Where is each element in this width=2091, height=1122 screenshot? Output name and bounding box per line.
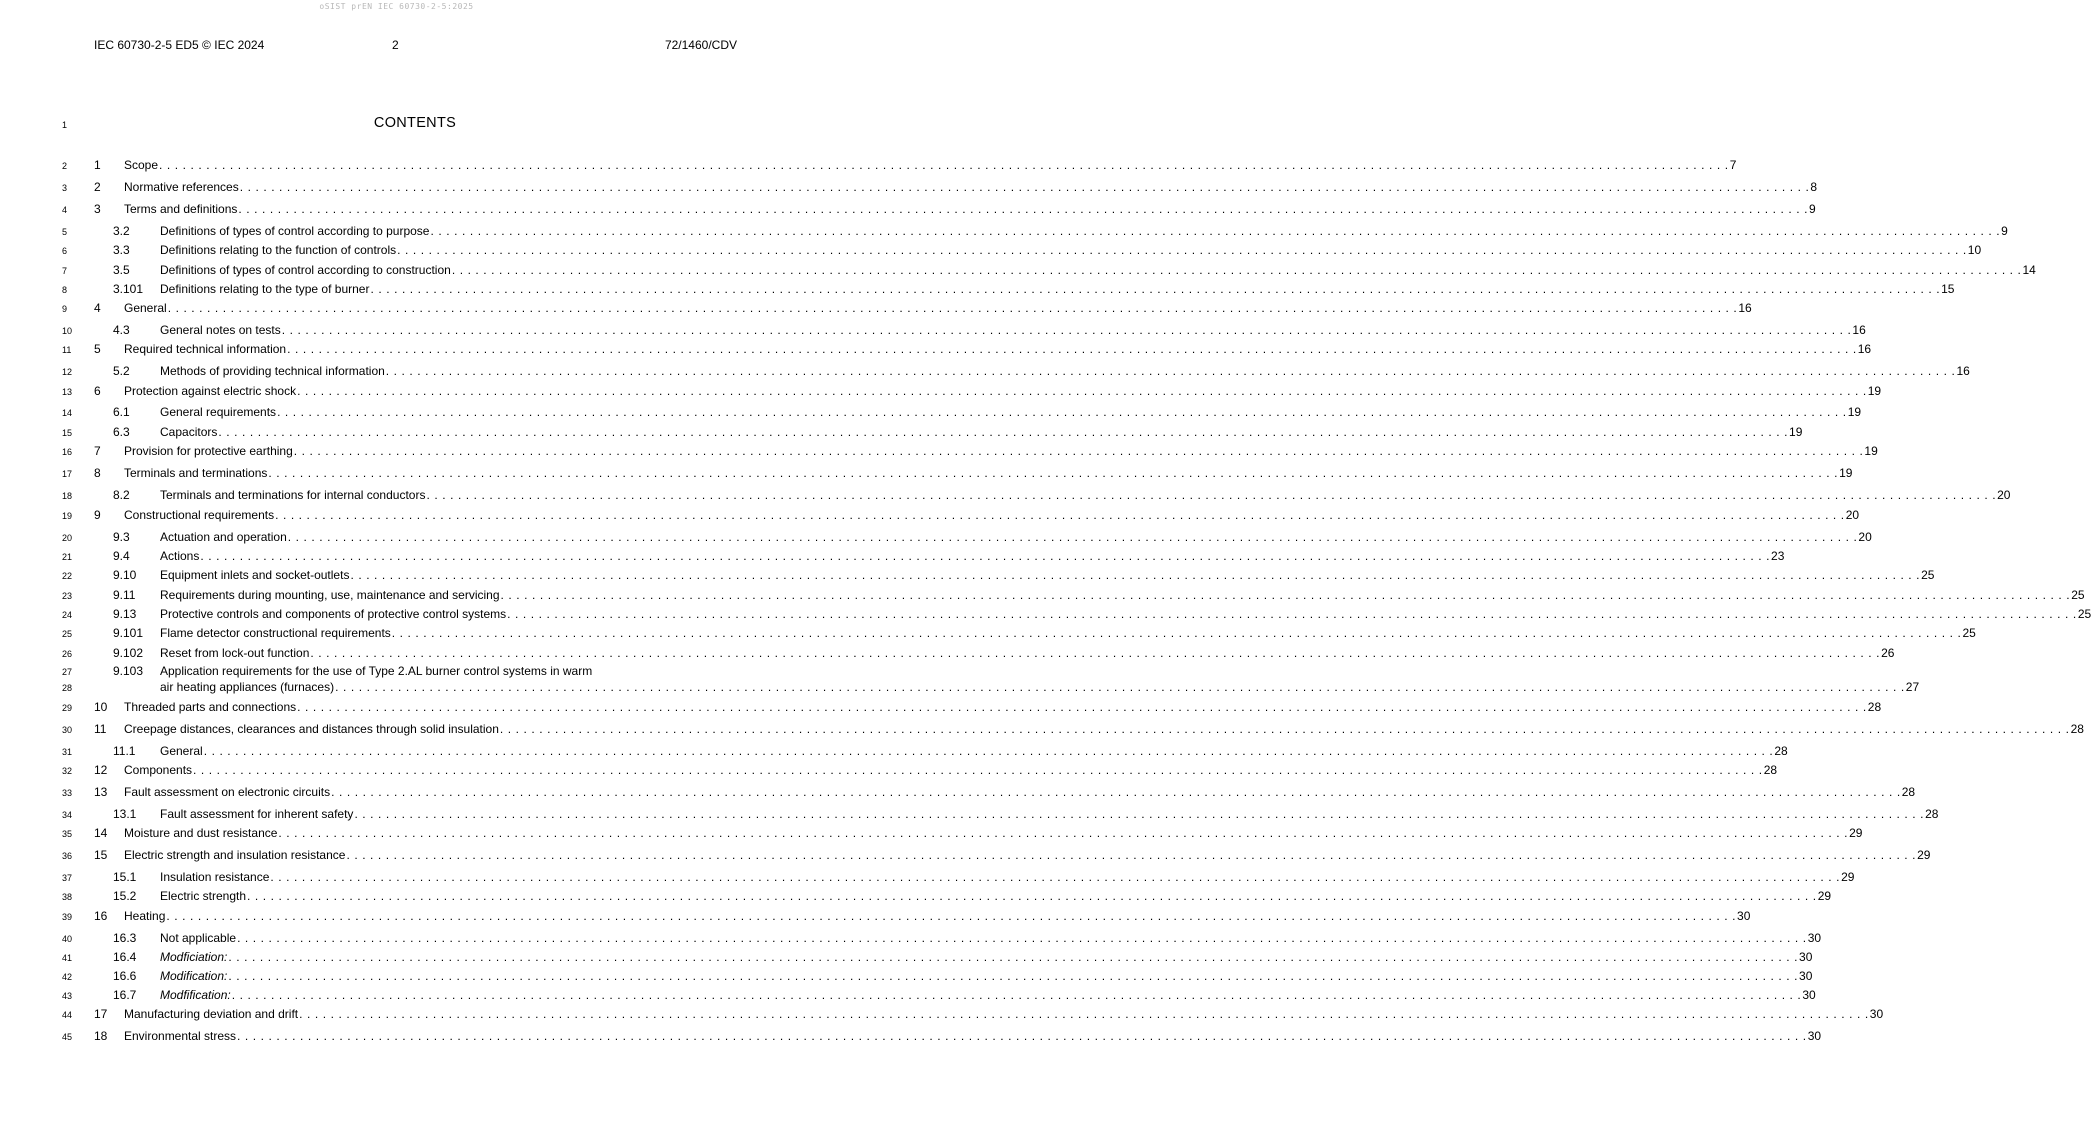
toc-entry[interactable] (0, 588, 2085, 604)
toc-page-number: 28 (2070, 722, 2084, 736)
dot-leader: . . . . . . . . . . . . . . . . . . . . . . . . . . . . . . . . . . . . . . . . . . . . . . . . . . . . . . . . . . . . . . . . . . . . . . . . . . . . . . . . . . . . . . . . . . . . . . . . . . . . . . . . . . . . . . . . . . . . . . . . . . . . . . . . . . . . . . . . . . . . . . . . . . . . . . . . . . . . . . . . . . . . . . . . . . . . . . . . . . . . . . . . . . . . . . . . . . . . . . . . (499, 722, 2070, 736)
toc-section-number: 7 (94, 444, 101, 458)
dot-leader: . . . . . . . . . . . . . . . . . . . . . . . . . . . . . . . . . . . . . . . . . . . . . . . . . . . . . . . . . . . . . . . . . . . . . . . . . . . . . . . . . . . . . . . . . . . . . . . . . . . . . . . . . . . . . . . . . . . . . . . . . . . . . . . . . . . . . . . . . . . . . . . . . . . . . . . . . . . . . . . . . . . . . . . . . . . . . . . . . . . . . . . . . . . . . . . . . . . . . . . . (203, 744, 1774, 758)
dot-leader: . . . . . . . . . . . . . . . . . . . . . . . . . . . . . . . . . . . . . . . . . . . . . . . . . . . . . . . . . . . . . . . . . . . . . . . . . . . . . . . . . . . . . . . . . . . . . . . . . . . . . . . . . . . . . . . . . . . . . . . . . . . . . . . . . . . . . . . . . . . . . . . . . . . . . . . . . . . . . . . . . . . . . . . . . . . . . . . . . . . . . . . . . . . . . . . . . . . . . . . . (247, 889, 1817, 903)
toc-page-number: 30 (1799, 950, 1813, 964)
toc-title: Protection against electric shock (124, 384, 297, 398)
toc-title: Provision for protective earthing (124, 444, 293, 458)
toc-page-number: 30 (1802, 988, 1816, 1002)
toc-page-number: 20 (1858, 530, 1872, 544)
toc-title: Terms and definitions (124, 202, 238, 216)
toc-section-number: 13.1 (113, 807, 137, 821)
dot-leader: . . . . . . . . . . . . . . . . . . . . . . . . . . . . . . . . . . . . . . . . . . . . . . . . . . . . . . . . . . . . . . . . . . . . . . . . . . . . . . . . . . . . . . . . . . . . . . . . . . . . . . . . . . . . . . . . . . . . . . . . . . . . . . . . . . . . . . . . . . . . . . . . . . . . . . . . . . . . . . . . . . . . . . . . . . . . . . . . . . . . . . . . . . . . . . . . . . . . . . . . (385, 364, 1956, 378)
dot-leader: . . . . . . . . . . . . . . . . . . . . . . . . . . . . . . . . . . . . . . . . . . . . . . . . . . . . . . . . . . . . . . . . . . . . . . . . . . . . . . . . . . . . . . . . . . . . . . . . . . . . . . . . . . . . . . . . . . . . . . . . . . . . . . . . . . . . . . . . . . . . . . . . . . . . . . . . . . . . . . . . . . . . . . . . . . . . . . . . . . . . . . . . . . . . . . . . . . . . . . . . (297, 384, 1867, 398)
dot-leader: . . . . . . . . . . . . . . . . . . . . . . . . . . . . . . . . . . . . . . . . . . . . . . . . . . . . . . . . . . . . . . . . . . . . . . . . . . . . . . . . . . . . . . . . . . . . . . . . . . . . . . . . . . . . . . . . . . . . . . . . . . . . . . . . . . . . . . . . . . . . . . . . . . . . . . . . . . . . . . . . . . . . . . . . . . . . . . . . . . . . . . . . . . . . . . . . . . . . . . . . (166, 909, 1737, 923)
toc-entry[interactable] (0, 664, 793, 680)
toc-page-number: 25 (1921, 568, 1935, 582)
toc-entry[interactable] (0, 530, 1872, 546)
toc-title: Capacitors (160, 425, 218, 439)
toc-title: Electric strength and insulation resistance (124, 848, 346, 862)
toc-title: Protective controls and components of protective control systems (160, 607, 507, 621)
toc-page-number: 10 (1967, 243, 1982, 257)
header-page-number: 2 (392, 38, 399, 52)
toc-entry[interactable] (0, 763, 1778, 779)
dot-leader: . . . . . . . . . . . . . . . . . . . . . . . . . . . . . . . . . . . . . . . . . . . . . . . . . . . . . . . . . . . . . . . . . . . . . . . . . . . . . . . . . . . . . . . . . . . . . . . . . . . . . . . . . . . . . . . . . . . . . . . . . . . . . . . . . . . . . . . . . . . . . . . . . . . . . . . . . . . . . . . . . . . . . . . . . . . . . . . . . . . . . . . . . . . . . . . . . . . . . . . . (507, 607, 2077, 621)
line-number: 44 (62, 1010, 73, 1020)
toc-page-number: 19 (1789, 425, 1803, 439)
toc-section-number: 9.11 (113, 588, 136, 602)
toc-page-number: 29 (1841, 870, 1855, 884)
toc-title: Methods of providing technical information (160, 364, 385, 378)
toc-page-number: 30 (1807, 1029, 1822, 1043)
toc-title: General notes on tests (160, 323, 281, 337)
line-number: 4 (62, 205, 68, 215)
line-number: 40 (62, 934, 73, 944)
toc-page-number: 16 (1738, 301, 1752, 315)
toc-title: Definitions of types of control according to purpose (160, 224, 430, 238)
toc-entry[interactable] (0, 158, 1737, 174)
line-number: 32 (62, 766, 73, 776)
toc-entry[interactable] (0, 744, 1788, 760)
line-number: 3 (62, 183, 68, 193)
dot-leader: . . . . . . . . . . . . . . . . . . . . . . . . . . . . . . . . . . . . . . . . . . . . . . . . . . . . . . . . . . . . . . . . . . . . . . . . . . . . . . . . . . . . . . . . . . . . . . . . . . . . . . . . . . . . . . . . . . . . . . . . . . . . . . . . . . . . . . . . . . . . . . . . . . . . . . . . . . . . . . . . . . . . . . . . . . . . . . . . . . . . . . . . . . . . . . . . . . . . . . . . (228, 969, 1799, 983)
toc-section-number: 13 (94, 785, 108, 799)
toc-title: Constructional requirements (124, 508, 275, 522)
line-number: 6 (62, 246, 68, 256)
toc-entry[interactable] (0, 969, 1813, 985)
toc-title: Heating (124, 909, 166, 923)
dot-leader: . . . . . . . . . . . . . . . . . . . . . . . . . . . . . . . . . . . . . . . . . . . . . . . . . . . . . . . . . . . . . . . . . . . . . . . . . . . . . . . . . . . . . . . . . . . . . . . . . . . . . . . . . . . . . . . . . . . . . . . . . . . . . . . . . . . . . . . . . . . . . . . . . . . . . . . . . . . . . . . . . . . . . . . . . . . . . . . . . . . . . . . . . . . . . . . . . . . . . . . . (231, 988, 1802, 1002)
toc-page-number: 9 (2001, 224, 2008, 238)
dot-leader: . . . . . . . . . . . . . . . . . . . . . . . . . . . . . . . . . . . . . . . . . . . . . . . . . . . . . . . . . . . . . . . . . . . . . . . . . . . . . . . . . . . . . . . . . . . . . . . . . . . . . . . . . . . . . . . . . . . . . . . . . . . . . . . . . . . . . . . . . . . . . . . . . . . . . . . . . . . . . . . . . . . . . . . . . . . . . . . . . . . . . . . . . . . . . . . . . . . . . . . . (346, 848, 1917, 862)
toc-entry[interactable] (0, 680, 1920, 696)
toc-section-number: 1 (94, 158, 101, 172)
toc-section-number: 12 (94, 763, 108, 777)
toc-entry[interactable] (0, 870, 1855, 886)
toc-page-number: 29 (1917, 848, 1931, 862)
toc-page-number: 20 (1845, 508, 1860, 522)
page-title: CONTENTS (373, 115, 457, 131)
toc-title: Components (124, 763, 193, 777)
toc-section-number: 16.3 (113, 931, 137, 945)
toc-section-number: 11 (94, 722, 107, 736)
dot-leader: . . . . . . . . . . . . . . . . . . . . . . . . . . . . . . . . . . . . . . . . . . . . . . . . . . . . . . . . . . . . . . . . . . . . . . . . . . . . . . . . . . . . . . . . . . . . . . . . . . . . . . . . . . . . . . . . . . . . . . . . . . . . . . . . . . . . . . . . . . . . . . . . . . . . . . . . . . . . . . . . . . . . . . . . . . . . . . . . . . . . . . . . . . . . . . . . . . . . . . . . (218, 425, 1789, 439)
toc-entry[interactable] (0, 263, 2036, 279)
dot-leader: . . . . . . . . . . . . . . . . . . . . . . . . . . . . . . . . . . . . . . . . . . . . . . . . . . . . . . . . . . . . . . . . . . . . . . . . . . . . . . . . . . . . . . . . . . . . . . . . . . . . . . . . . . . . . . . . . . . . . . . . . . . . . . . . . . . . . . . . . . . . . . . . . . . . . . . . . . . . . . . . . . . . . . . . . . . . . . . . . . . . . . . . . . . . . . . . . . . . . . . . (270, 870, 1841, 884)
line-number: 26 (62, 649, 73, 659)
toc-section-number: 9.10 (113, 568, 137, 582)
dot-leader: . . . . . . . . . . . . . . . . . . . . . . . . . . . . . . . . . . . . . . . . . . . . . . . . . . . . . . . . . . . . . . . . . . . . . . . . . . . . . . . . . . . . . . . . . . . . . . . . . . . . . . . . . . . . . . . . . . . . . . . . . . . . . . . . . . . . . . . . . . . . . . . . . . . . . . . . . . . . . . . . . . . . . . . . . . . . . . . . . . . . . . . . . . . . . . . . . . . . . . . . (310, 646, 1881, 660)
toc-page-number: 25 (2077, 607, 2091, 621)
line-number: 7 (62, 266, 68, 276)
toc-section-number: 2 (94, 180, 101, 194)
toc-title: air heating appliances (furnaces) (160, 680, 335, 694)
toc-section-number: 6.3 (113, 425, 130, 439)
dot-leader: . . . . . . . . . . . . . . . . . . . . . . . . . . . . . . . . . . . . . . . . . . . . . . . . . . . . . . . . . . . . . . . . . . . . . . . . . . . . . . . . . . . . . . . . . . . . . . . . . . . . . . . . . . . . . . . . . . . . . . . . . . . . . . . . . . . . . . . . . . . . . . . . . . . . . . . . . . . . . . . . . . . . . . . . . . . . . . . . . . . . . . . . . . . . . . . . . . . . . . . . (430, 224, 2001, 238)
toc-title: Application requirements for the use of Type 2.AL burner control systems in warm (160, 664, 593, 678)
toc-title: Requirements during mounting, use, maintenance and servicing (160, 588, 500, 602)
line-number: 9 (62, 304, 68, 314)
line-number: 2 (62, 161, 68, 171)
toc-entry[interactable] (0, 224, 2008, 240)
toc-page-number: 30 (1807, 931, 1822, 945)
toc-title: Definitions of types of control according to construction (160, 263, 451, 277)
line-number: 13 (62, 387, 73, 397)
toc-entry[interactable] (0, 243, 1982, 259)
toc-section-number: 6.1 (113, 405, 130, 419)
toc-page-number: 14 (2022, 263, 2036, 277)
toc-section-number: 9.3 (113, 530, 130, 544)
toc-entry[interactable] (0, 568, 1935, 584)
toc-page-number: 30 (1737, 909, 1751, 923)
toc-entry[interactable] (0, 931, 1822, 947)
toc-section-number: 15.2 (113, 889, 137, 903)
toc-page-number: 28 (1867, 700, 1882, 714)
toc-page-number: 19 (1839, 466, 1853, 480)
dot-leader: . . . . . . . . . . . . . . . . . . . . . . . . . . . . . . . . . . . . . . . . . . . . . . . . . . . . . . . . . . . . . . . . . . . . . . . . . . . . . . . . . . . . . . . . . . . . . . . . . . . . . . . . . . . . . . . . . . . . . . . . . . . . . . . . . . . . . . . . . . . . . . . . . . . . . . . . . . . . . . . . . . . . . . . . . . . . . . . . . . . . . . . . . . . . . . . . . . . . . . . . (293, 444, 1864, 458)
line-number: 33 (62, 788, 73, 798)
toc-section-number: 11.1 (113, 744, 136, 758)
line-number: 28 (62, 683, 73, 693)
line-number: 37 (62, 873, 73, 883)
toc-page-number: 15 (1941, 282, 1955, 296)
line-number: 25 (62, 629, 73, 639)
toc-page-number: 16 (1857, 342, 1872, 356)
dot-leader: . . . . . . . . . . . . . . . . . . . . . . . . . . . . . . . . . . . . . . . . . . . . . . . . . . . . . . . . . . . . . . . . . . . . . . . . . . . . . . . . . . . . . . . . . . . . . . . . . . . . . . . . . . . . . . . . . . . . . . . . . . . . . . . . . . . . . . . . . . . . . . . . . . . . . . . . . . . . . . . . . . . . . . . . . . . . . . . . . . . . . . . . . . . . . . . . . . . . . . . . (297, 700, 1867, 714)
toc-entry[interactable] (0, 180, 1818, 196)
toc-page-number: 28 (1763, 763, 1778, 777)
toc-section-number: 3 (94, 202, 101, 216)
toc-title: Creepage distances, clearances and distances through solid insulation (124, 722, 499, 736)
toc-page-number: 20 (1997, 488, 2011, 502)
toc-section-number: 5 (94, 342, 101, 356)
toc-entry[interactable] (0, 384, 1882, 400)
toc-section-number: 3.2 (113, 224, 130, 238)
toc-entry[interactable] (0, 607, 2091, 623)
toc-title: Normative references (124, 180, 239, 194)
toc-section-number: 15.1 (113, 870, 137, 884)
line-number: 12 (62, 367, 73, 377)
toc-section-number: 16.4 (113, 950, 137, 964)
dot-leader: . . . . . . . . . . . . . . . . . . . . . . . . . . . . . . . . . . . . . . . . . . . . . . . . . . . . . . . . . . . . . . . . . . . . . . . . . . . . . . . . . . . . . . . . . . . . . . . . . . . . . . . . . . . . . . . . . . . . . . . . . . . . . . . . . . . . . . . . . . . . . . . . . . . . . . . . . . . . . . . . . . . . . . . . . . . . . . . . . . . . . . . . . . . . . . . . . . . . . . . . (354, 807, 1925, 821)
toc-title: Scope (124, 158, 159, 172)
toc-section-number: 16 (94, 909, 108, 923)
toc-section-number: 9.13 (113, 607, 137, 621)
toc-title: Modfification: (160, 988, 231, 1002)
toc-title: Modficiation: (160, 950, 228, 964)
toc-section-number: 9.103 (113, 664, 144, 678)
toc-entry[interactable] (0, 425, 1803, 441)
toc-section-number: 17 (94, 1007, 108, 1021)
line-number: 22 (62, 571, 73, 581)
dot-leader: . . . . . . . . . . . . . . . . . . . . . . . . . . . . . . . . . . . . . . . . . . . . . . . . . . . . . . . . . . . . . . . . . . . . . . . . . . . . . . . . . . . . . . . . . . . . . . . . . . . . . . . . . . . . . . . . . . . . . . . . . . . . . . . . . . . . . . . . . . . . . . . . . . . . . . . . . . . . . . . . . . . . . . . . . . . . . . . . . . . . . . . . . . . . . . . . . . . . . . . . (331, 785, 1901, 799)
line-number: 19 (62, 511, 73, 521)
toc-section-number: 10 (94, 700, 108, 714)
toc-section-number: 3.3 (113, 243, 130, 257)
line-number: 11 (62, 345, 72, 355)
toc-page-number: 25 (2071, 588, 2085, 602)
line-number: 14 (62, 408, 73, 418)
toc-entry[interactable] (0, 282, 1955, 298)
toc-title: Fault assessment on electronic circuits (124, 785, 331, 799)
toc-title: General (124, 301, 167, 315)
watermark: oSIST prEN IEC 60730-2-5:2025 (319, 2, 474, 11)
dot-leader: . . . . . . . . . . . . . . . . . . . . . . . . . . . . . . . . . . . . . . . . . . . . . . . . . . . . . . . . . . . . . . . . . . . . . . . . . . . . . . . . . . . . . . . . . . . . . . . . . . . . . . . . . . . . . . . . . . . . . . . . . . . . . . . . . . . . . . . . . . . . . . . . . . . . . . . . . . . . . . . . . . . . . . . . . . . . . . . . . . . . . . . . . . . . . . . . . . . . . . . . (200, 549, 1771, 563)
dot-leader: . . . . . . . . . . . . . . . . . . . . . . . . . . . . . . . . . . . . . . . . . . . . . . . . . . . . . . . . . . . . . . . . . . . . . . . . . . . . . . . . . . . . . . . . . . . . . . . . . . . . . . . . . . . . . . . . . . . . . . . . . . . . . . . . . . . . . . . . . . . . . . . . . . . . . . . . . . . . . . . . . . . . . . . . . . . . . . . . . . . . . . . . . . . . . . . . . . . . . . . . (287, 342, 1857, 356)
toc-page-number: 19 (1864, 444, 1878, 458)
toc-section-number: 16.7 (113, 988, 137, 1002)
toc-entry[interactable] (0, 909, 1751, 925)
dot-leader: . . . . . . . . . . . . . . . . . . . . . . . . . . . . . . . . . . . . . . . . . . . . . . . . . . . . . . . . . . . . . . . . . . . . . . . . . . . . . . . . . . . . . . . . . . . . . . . . . . . . . . . . . . . . . . . . . . . . . . . . . . . . . . . . . . . . . . . . . . . . . . . . . . . . . . . . . . . . . . . . . . . . . . . . . . . . . . . . . . . . . . . . . . . . . . . . . . . . . . . . (239, 180, 1810, 194)
toc-page-number: 29 (1817, 889, 1832, 903)
toc-section-number: 16.6 (113, 969, 137, 983)
line-number: 30 (62, 725, 73, 735)
dot-leader: . . . . . . . . . . . . . . . . . . . . . . . . . . . . . . . . . . . . . . . . . . . . . . . . . . . . . . . . . . . . . . . . . . . . . . . . . . . . . . . . . . . . . . . . . . . . . . . . . . . . . . . . . . . . . . . . . . . . . . . . . . . . . . . . . . . . . . . . . . . . . . . . . . . . . . . . . . . . . . . . . . . . . . . . . . . . . . . . . . . . . . . . . . . . . . . . . . . . . . . . (228, 950, 1799, 964)
line-number: 31 (62, 747, 73, 757)
toc-page-number: 23 (1771, 549, 1785, 563)
dot-leader: . . . . . . . . . . . . . . . . . . . . . . . . . . . . . . . . . . . . . . . . . . . . . . . . . . . . . . . . . . . . . . . . . . . . . . . . . . . . . . . . . . . . . . . . . . . . . . . . . . . . . . . . . . . . . . . . . . . . . . . . . . . . . . . . . . . . . . . . . . . . . . . . . . . . . . . . . . . . . . . . . . . . . . . . . . . . . . . . . . . . . . . . . . . . . . . . . . . . . . . . (278, 826, 1849, 840)
toc-page-number: 7 (1729, 158, 1737, 172)
line-number: 23 (62, 591, 73, 601)
toc-entry[interactable] (0, 1007, 1884, 1023)
toc-entry[interactable] (0, 342, 1872, 358)
dot-leader: . . . . . . . . . . . . . . . . . . . . . . . . . . . . . . . . . . . . . . . . . . . . . . . . . . . . . . . . . . . . . . . . . . . . . . . . . . . . . . . . . . . . . . . . . . . . . . . . . . . . . . . . . . . . . . . . . . . . . . . . . . . . . . . . . . . . . . . . . . . . . . . . . . . . . . . . . . . . . . . . . . . . . . . . . . . . . . . . . . . . . . . . . . . . . . . . . . . . . . . . (299, 1007, 1869, 1021)
toc-page-number: 28 (1774, 744, 1788, 758)
dot-leader: . . . . . . . . . . . . . . . . . . . . . . . . . . . . . . . . . . . . . . . . . . . . . . . . . . . . . . . . . . . . . . . . . . . . . . . . . . . . . . . . . . . . . . . . . . . . . . . . . . . . . . . . . . . . . . . . . . . . . . . . . . . . . . . . . . . . . . . . . . . . . . . . . . . . . . . . . . . . . . . . . . . . . . . . . . . . . . . . . . . . . . . . . . . . . . . . . . . . . . . . (268, 466, 1839, 480)
toc-title: Environmental stress (124, 1029, 237, 1043)
dot-leader: . . . . . . . . . . . . . . . . . . . . . . . . . . . . . . . . . . . . . . . . . . . . . . . . . . . . . . . . . . . . . . . . . . . . . . . . . . . . . . . . . . . . . . . . . . . . . . . . . . . . . . . . . . . . . . . . . . . . . . . . . . . . . . . . . . . . . . . . . . . . . . . . . . . . . . . . . . . . . . . . . . . . . . . . . . . . . . . . . . . . . . . . . . . . . . . . . . . . . . . . (500, 588, 2071, 602)
toc-title: Modification: (160, 969, 228, 983)
toc-entry[interactable] (0, 826, 1863, 842)
header-document-id: IEC 60730-2-5 ED5 © IEC 2024 (94, 38, 265, 52)
toc-page-number: 28 (1901, 785, 1916, 799)
toc-entry[interactable] (0, 700, 1882, 716)
toc-title: Threaded parts and connections (124, 700, 297, 714)
toc-entry[interactable] (0, 988, 1816, 1004)
dot-leader: . . . . . . . . . . . . . . . . . . . . . . . . . . . . . . . . . . . . . . . . . . . . . . . . . . . . . . . . . . . . . . . . . . . . . . . . . . . . . . . . . . . . . . . . . . . . . . . . . . . . . . . . . . . . . . . . . . . . . . . . . . . . . . . . . . . . . . . . . . . . . . . . . . . . . . . . . . . . . . . . . . . . . . . . . . . . . . . . . . . . . . . . . . . . . . . . . . . . . . . . (167, 301, 1738, 315)
toc-section-number: 18 (94, 1029, 108, 1043)
toc-title: Manufacturing deviation and drift (124, 1007, 299, 1021)
toc-entry[interactable] (0, 466, 1853, 482)
toc-entry[interactable] (0, 508, 1860, 524)
toc-title: Moisture and dust resistance (124, 826, 278, 840)
toc-section-number: 9 (94, 508, 101, 522)
toc-page-number: 19 (1867, 384, 1882, 398)
toc-section-number: 4 (94, 301, 101, 315)
line-number: 24 (62, 610, 73, 620)
line-number: 34 (62, 810, 73, 820)
header-document-ref: 72/1460/CDV (664, 38, 737, 52)
toc-page-number: 29 (1849, 826, 1863, 840)
line-number: 21 (62, 552, 73, 562)
dot-leader: . . . . . . . . . . . . . . . . . . . . . . . . . . . . . . . . . . . . . . . . . . . . . . . . . . . . . . . . . . . . . . . . . . . . . . . . . . . . . . . . . . . . . . . . . . . . . . . . . . . . . . . . . . . . . . . . . . . . . . . . . . . . . . . . . . . . . . . . . . . . . . . . . . . . . . . . . . . . . . . . . . . . . . . . . . . . . . . . . . . . . . . . . . . . . . . . . . . . . . . . (370, 282, 1941, 296)
toc-title: Equipment inlets and socket-outlets (160, 568, 350, 582)
toc-page-number: 16 (1956, 364, 1970, 378)
line-number: 36 (62, 851, 73, 861)
toc-title: Definitions relating to the type of burner (160, 282, 370, 296)
dot-leader: . . . . . . . . . . . . . . . . . . . . . . . . . . . . . . . . . . . . . . . . . . . . . . . . . . . . . . . . . . . . . . . . . . . . . . . . . . . . . . . . . . . . . . . . . . . . . . . . . . . . . . . . . . . . . . . . . . . . . . . . . . . . . . . . . . . . . . . . . . . . . . . . . . . . . . . . . . . . . . . . . . . . . . . . . . . . . . . . . . . . . . . . . . . . . . . . . . . . . . . . (281, 323, 1852, 337)
toc-title: Actions (160, 549, 200, 563)
toc-entry[interactable] (0, 364, 1970, 380)
line-number: 45 (62, 1032, 73, 1042)
line-number: 39 (62, 912, 73, 922)
toc-page-number: 26 (1881, 646, 1895, 660)
toc-page-number: 8 (1810, 180, 1818, 194)
toc-entry[interactable] (0, 301, 1752, 317)
toc-title: Required technical information (124, 342, 287, 356)
toc-entry[interactable] (0, 646, 1895, 662)
toc-section-number: 3.101 (113, 282, 144, 296)
toc-entry[interactable] (0, 488, 2011, 504)
dot-leader: . . . . . . . . . . . . . . . . . . . . . . . . . . . . . . . . . . . . . . . . . . . . . . . . . . . . . . . . . . . . . . . . . . . . . . . . . . . . . . . . . . . . . . . . . . . . . . . . . . . . . . . . . . . . . . . . . . . . . . . . . . . . . . . . . . . . . . . . . . . . . . . . . . . . . . . . . . . . . . . . . . . . . . . . . . . . . . . . . . . . . . . . . . . . . . . . . . . . . . . . (426, 488, 1997, 502)
line-number: 10 (62, 326, 73, 336)
toc-section-number: 15 (94, 848, 108, 862)
line-number: 41 (62, 953, 73, 963)
dot-leader: . . . . . . . . . . . . . . . . . . . . . . . . . . . . . . . . . . . . . . . . . . . . . . . . . . . . . . . . . . . . . . . . . . . . . . . . . . . . . . . . . . . . . . . . . . . . . . . . . . . . . . . . . . . . . . . . . . . . . . . . . . . . . . . . . . . . . . . . . . . . . . . . . . . . . . . . . . . . . . . . . . . . . . . . . . . . . . . . . . . . . . . . . . . . . . . . . . . . . . . . (287, 530, 1858, 544)
toc-entry[interactable] (0, 202, 1816, 218)
toc-title: Flame detector constructional requirements (160, 626, 391, 640)
dot-leader: . . . . . . . . . . . . . . . . . . . . . . . . . . . . . . . . . . . . . . . . . . . . . . . . . . . . . . . . . . . . . . . . . . . . . . . . . . . . . . . . . . . . . . . . . . . . . . . . . . . . . . . . . . . . . . . . . . . . . . . . . . . . . . . . . . . . . . . . . . . . . . . . . . . . . . . . . . . . . . . . . . . . . . . . . . . . . . . . . . . . . . . . . . . . . . . . . . . . . . . . (335, 680, 1905, 694)
line-number: 18 (62, 491, 73, 501)
toc-title: General (160, 744, 203, 758)
toc-entry[interactable] (0, 626, 1976, 642)
toc-title: Definitions relating to the function of controls (160, 243, 397, 257)
line-number: 8 (62, 285, 68, 295)
dot-leader: . . . . . . . . . . . . . . . . . . . . . . . . . . . . . . . . . . . . . . . . . . . . . . . . . . . . . . . . . . . . . . . . . . . . . . . . . . . . . . . . . . . . . . . . . . . . . . . . . . . . . . . . . . . . . . . . . . . . . . . . . . . . . . . . . . . . . . . . . . . . . . . . . . . . . . . . . . . . . . . . . . . . . . . . . . . . . . . . . . . . . . . . . . . . . . . . . . . . . . . . (397, 243, 1967, 257)
line-number: 35 (62, 829, 73, 839)
toc-page-number: 19 (1847, 405, 1862, 419)
line-number: 15 (62, 428, 73, 438)
toc-section-number: 9.102 (113, 646, 144, 660)
toc-section-number: 9.4 (113, 549, 130, 563)
toc-page-number: 27 (1905, 680, 1920, 694)
toc-title: Insulation resistance (160, 870, 270, 884)
toc-page-number: 25 (1962, 626, 1976, 640)
toc-entry[interactable] (0, 323, 1866, 339)
toc-entry[interactable] (0, 950, 1813, 966)
dot-leader: . . . . . . . . . . . . . . . . . . . . . . . . . . . . . . . . . . . . . . . . . . . . . . . . . . . . . . . . . . . . . . . . . . . . . . . . . . . . . . . . . . . . . . . . . . . . . . . . . . . . . . . . . . . . . . . . . . . . . . . . . . . . . . . . . . . . . . . . . . . . . . . . . . . . . . . . . . . . . . . . . . . . . . . . . . . . . . . . . . . . . . . . . . . . . . . . . . . . . . . . (275, 508, 1845, 522)
line-number: 27 (62, 667, 73, 677)
toc-title: General requirements (160, 405, 277, 419)
toc-section-number: 9.101 (113, 626, 144, 640)
toc-entry[interactable] (0, 549, 1785, 565)
toc-entry[interactable] (0, 405, 1862, 421)
dot-leader: . . . . . . . . . . . . . . . . . . . . . . . . . . . . . . . . . . . . . . . . . . . . . . . . . . . . . . . . . . . . . . . . . . . . . . . . . . . . . . . . . . . . . . . . . . . . . . . . . . . . . . . . . . . . . . . . . . . . . . . . . . . . . . . . . . . . . . . . . . . . . . . . . . . . . . . . . . . . . . . . . . . . . . . . . . . . . . . . . . . . . . . . . . . . . . . . . . . . . . . . (350, 568, 1921, 582)
line-number: 38 (62, 892, 73, 902)
toc-entry[interactable] (0, 807, 1939, 823)
line-number: 20 (62, 533, 73, 543)
line-number: 29 (62, 703, 73, 713)
toc-title: Terminals and terminations for internal conductors (160, 488, 426, 502)
toc-section-number: 14 (94, 826, 108, 840)
dot-leader: . . . . . . . . . . . . . . . . . . . . . . . . . . . . . . . . . . . . . . . . . . . . . . . . . . . . . . . . . . . . . . . . . . . . . . . . . . . . . . . . . . . . . . . . . . . . . . . . . . . . . . . . . . . . . . . . . . . . . . . . . . . . . . . . . . . . . . . . . . . . . . . . . . . . . . . . . . . . . . . . . . . . . . . . . . . . . . . . . . . . . . . . . . . . . . . . . . . . . . . . (391, 626, 1962, 640)
toc-section-number: 5.2 (113, 364, 130, 378)
toc-section-number: 6 (94, 384, 101, 398)
dot-leader: . . . . . . . . . . . . . . . . . . . . . . . . . . . . . . . . . . . . . . . . . . . . . . . . . . . . . . . . . . . . . . . . . . . . . . . . . . . . . . . . . . . . . . . . . . . . . . . . . . . . . . . . . . . . . . . . . . . . . . . . . . . . . . . . . . . . . . . . . . . . . . . . . . . . . . . . . . . . . . . . . . . . . . . . . . . . . . . . . . . . . . . . . . . . . . . . . . . . . . . . (451, 263, 2022, 277)
dot-leader: . . . . . . . . . . . . . . . . . . . . . . . . . . . . . . . . . . . . . . . . . . . . . . . . . . . . . . . . . . . . . . . . . . . . . . . . . . . . . . . . . . . . . . . . . . . . . . . . . . . . . . . . . . . . . . . . . . . . . . . . . . . . . . . . . . . . . . . . . . . . . . . . . . . . . . . . . . . . . . . . . . . . . . . . . . . . . . . . . . . . . . . . . . . . . . . . . . . . . . . . (193, 763, 1763, 777)
line-number: 17 (62, 469, 73, 479)
toc-section-number: 4.3 (113, 323, 130, 337)
toc-section-number: 3.5 (113, 263, 130, 277)
toc-title: Terminals and terminations (124, 466, 268, 480)
toc-entry[interactable] (0, 889, 1832, 905)
toc-section-number: 8 (94, 466, 101, 480)
line-number: 42 (62, 972, 73, 982)
toc-entry[interactable] (0, 722, 2084, 738)
dot-leader: . . . . . . . . . . . . . . . . . . . . . . . . . . . . . . . . . . . . . . . . . . . . . . . . . . . . . . . . . . . . . . . . . . . . . . . . . . . . . . . . . . . . . . . . . . . . . . . . . . . . . . . . . . . . . . . . . . . . . . . . . . . . . . . . . . . . . . . . . . . . . . . . . . . . . . . . . . . . . . . . . . . . . . . . . . . . . . . . . . . . . . . . . . . . . . . . . . . . . . . . (237, 931, 1807, 945)
toc-title: Fault assessment for inherent safety (160, 807, 354, 821)
toc-entry[interactable] (0, 444, 1878, 460)
toc-page-number: 28 (1925, 807, 1939, 821)
line-number: 16 (62, 447, 73, 457)
toc-entry[interactable] (0, 785, 1916, 801)
toc-title: Electric strength (160, 889, 247, 903)
toc-entry[interactable] (0, 1029, 1822, 1045)
toc-page-number: 16 (1852, 323, 1866, 337)
line-number: 43 (62, 991, 73, 1001)
toc-title: Actuation and operation (160, 530, 287, 544)
line-number: 5 (62, 227, 68, 237)
toc-title: Reset from lock-out function (160, 646, 310, 660)
toc-title: Not applicable (160, 931, 237, 945)
toc-entry[interactable] (0, 848, 1931, 864)
dot-leader: . . . . . . . . . . . . . . . . . . . . . . . . . . . . . . . . . . . . . . . . . . . . . . . . . . . . . . . . . . . . . . . . . . . . . . . . . . . . . . . . . . . . . . . . . . . . . . . . . . . . . . . . . . . . . . . . . . . . . . . . . . . . . . . . . . . . . . . . . . . . . . . . . . . . . . . . . . . . . . . . . . . . . . . . . . . . . . . . . . . . . . . . . . . . . . . . . . . . . . . . (277, 405, 1847, 419)
dot-leader: . . . . . . . . . . . . . . . . . . . . . . . . . . . . . . . . . . . . . . . . . . . . . . . . . . . . . . . . . . . . . . . . . . . . . . . . . . . . . . . . . . . . . . . . . . . . . . . . . . . . . . . . . . . . . . . . . . . . . . . . . . . . . . . . . . . . . . . . . . . . . . . . . . . . . . . . . . . . . . . . . . . . . . . . . . . . . . . . . . . . . . . . . . . . . . . . . . . . . . . . (238, 202, 1809, 216)
toc-page-number: 9 (1809, 202, 1816, 216)
toc-page-number: 30 (1869, 1007, 1884, 1021)
dot-leader: . . . . . . . . . . . . . . . . . . . . . . . . . . . . . . . . . . . . . . . . . . . . . . . . . . . . . . . . . . . . . . . . . . . . . . . . . . . . . . . . . . . . . . . . . . . . . . . . . . . . . . . . . . . . . . . . . . . . . . . . . . . . . . . . . . . . . . . . . . . . . . . . . . . . . . . . . . . . . . . . . . . . . . . . . . . . . . . . . . . . . . . . . . . . . . . . . . . . . . . . (237, 1029, 1807, 1043)
dot-leader: . . . . . . . . . . . . . . . . . . . . . . . . . . . . . . . . . . . . . . . . . . . . . . . . . . . . . . . . . . . . . . . . . . . . . . . . . . . . . . . . . . . . . . . . . . . . . . . . . . . . . . . . . . . . . . . . . . . . . . . . . . . . . . . . . . . . . . . . . . . . . . . . . . . . . . . . . . . . . . . . . . . . . . . . . . . . . . . . . . . . . . . . . . . . . . . . . . . . . . . . (159, 158, 1729, 172)
toc-page-number: 30 (1799, 969, 1813, 983)
line-number: 1 (62, 120, 68, 130)
toc-section-number: 8.2 (113, 488, 130, 502)
